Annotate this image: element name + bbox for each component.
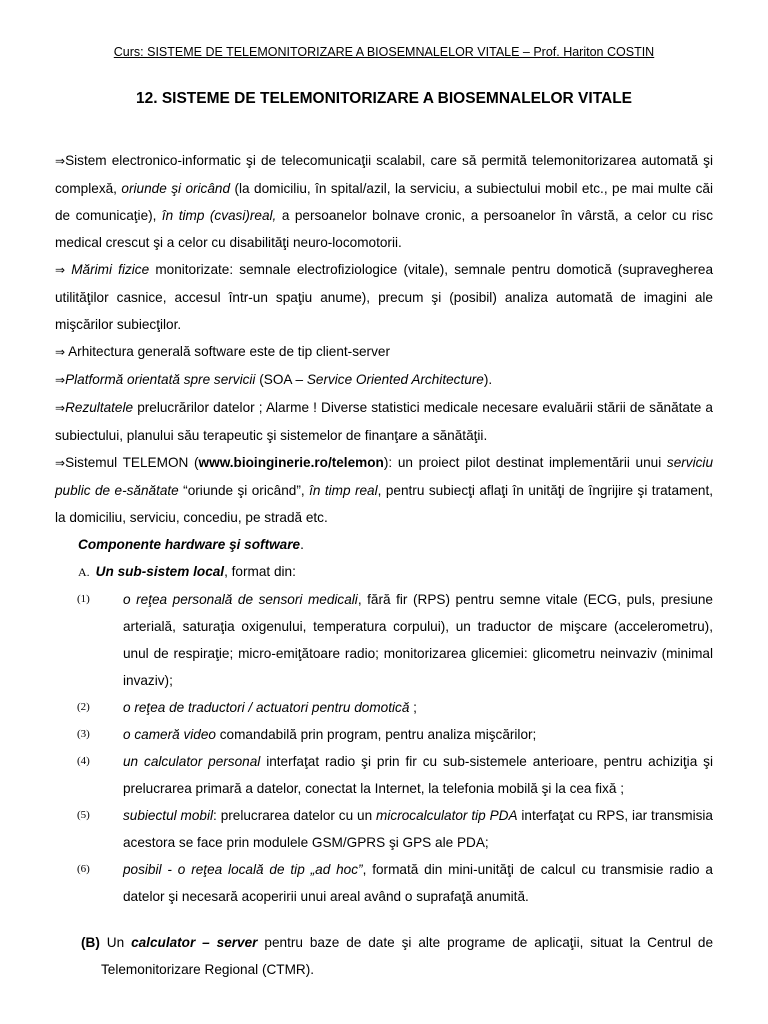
list-item: (2) o reţea de traductori / actuatori pentru domotică ; [77,700,417,715]
telemon-link[interactable]: www.bioinginerie.ro/telemon [198,455,384,470]
section-heading-components: Componente hardware şi software. [78,537,304,552]
page-header: Curs: SISTEME DE TELEMONITORIZARE A BIOSEMNALELOR VITALE – Prof. Hariton COSTIN [113,45,655,59]
arrow-icon: ⇒ [55,401,66,415]
component-list [55,586,713,910]
arrow-icon: ⇒ [55,456,66,470]
subsection-letter: A. [78,565,90,579]
subsection-a: A. Un sub-sistem local, format din: [78,564,296,579]
arrow-icon: ⇒ [55,154,66,168]
document-body [55,147,713,983]
paragraph-architecture: ⇒ Arhitectura generală software este de tip client-server [55,344,390,359]
paragraph-physical-quantities: ⇒ Mărimi fizice monitorizate: semnale electrofiziologice (vitale), semnale pentru domotică (supravegherea utilităţilor casnice, accesul într-un spaţiu anume), precum şi (posibil) analiza automată de imagini ale mişcărilor subiecţilor. [55,262,714,332]
section-b-label: (B) [81,935,100,950]
paragraph-soa: ⇒Platformă orientată spre servicii (SOA – Service Oriented Architecture). [55,372,493,387]
arrow-icon: ⇒ [55,345,66,359]
paragraph-system: ⇒Sistem electronico-informatic şi de telecomunicaţii scalabil, care să permită telemonitorizarea automată şi complexă, oriunde şi oricând (la domiciliu, în spital/azil, la serviciu, a subiectului mobil etc., pe mai multe căi de comunicaţie), în timp (cvasi)real, a persoanelor bolnave cronic, a persoanelor în vârstă, a celor cu risc medical crescut şi a celor cu disabilităţi neuro-locomotorii. [55,153,713,250]
list-item: (3) o cameră video comandabilă prin program, pentru analiza mişcărilor; [77,727,537,742]
list-item: (1) o reţea personală de sensori medicali, fără fir (RPS) pentru semne vitale (ECG, puls, presiune arterială, saturaţia oxigenului, temperatura corpului), un traductor de mişcare (accelerometru), unul de respiraţie; micro-emiţătoare radio; monitorizarea glicemiei: glicometru neinvaziv (minimal invaziv); [77,592,713,688]
list-item: (5) subiectul mobil: prelucrarea datelor cu un microcalculator tip PDA interfaţat cu RPS, iar transmisia acestora se face prin modulele GSM/GPRS şi GPS ale PDA; [77,808,713,850]
section-b: (B) Un calculator – server pentru baze de date şi alte programe de aplicaţii, situat la Centrul de Telemonitorizare Regional (CTMR). [81,935,714,977]
paragraph-telemon: ⇒Sistemul TELEMON (www.bioinginerie.ro/telemon): un proiect pilot destinat implementării unui serviciu public de e-sănătate “oriunde şi oricând”, în timp real, pentru subiecţi aflaţi în unităţi de îngrijire şi tratament, la domiciliu, serviciu, concediu, pe stradă etc. [55,455,713,525]
paragraph-results: ⇒Rezultatele prelucrărilor datelor ; Alarme ! Diverse statistici medicale necesare evaluării stării de sănătate a subiectului, planului său terapeutic şi sistemelor de finanţare a sănătăţii. [55,400,713,443]
page-title: 12. SISTEME DE TELEMONITORIZARE A BIOSEMNALELOR VITALE [135,90,633,107]
list-item: (6) posibil - o reţea locală de tip „ad hoc”, formată din mini-unităţi de calcul cu transmisie radio a datelor şi necesară acoperirii unui areal având o suprafaţă anumită. [77,862,713,904]
list-item: (4) un calculator personal interfaţat radio şi prin fir cu sub-sistemele anterioare, pentru achiziţia şi prelucrarea primară a datelor, conectat la Internet, la telefonia mobilă şi la cea fixă ; [77,754,713,796]
arrow-icon: ⇒ [55,373,66,387]
arrow-icon: ⇒ [55,263,66,277]
